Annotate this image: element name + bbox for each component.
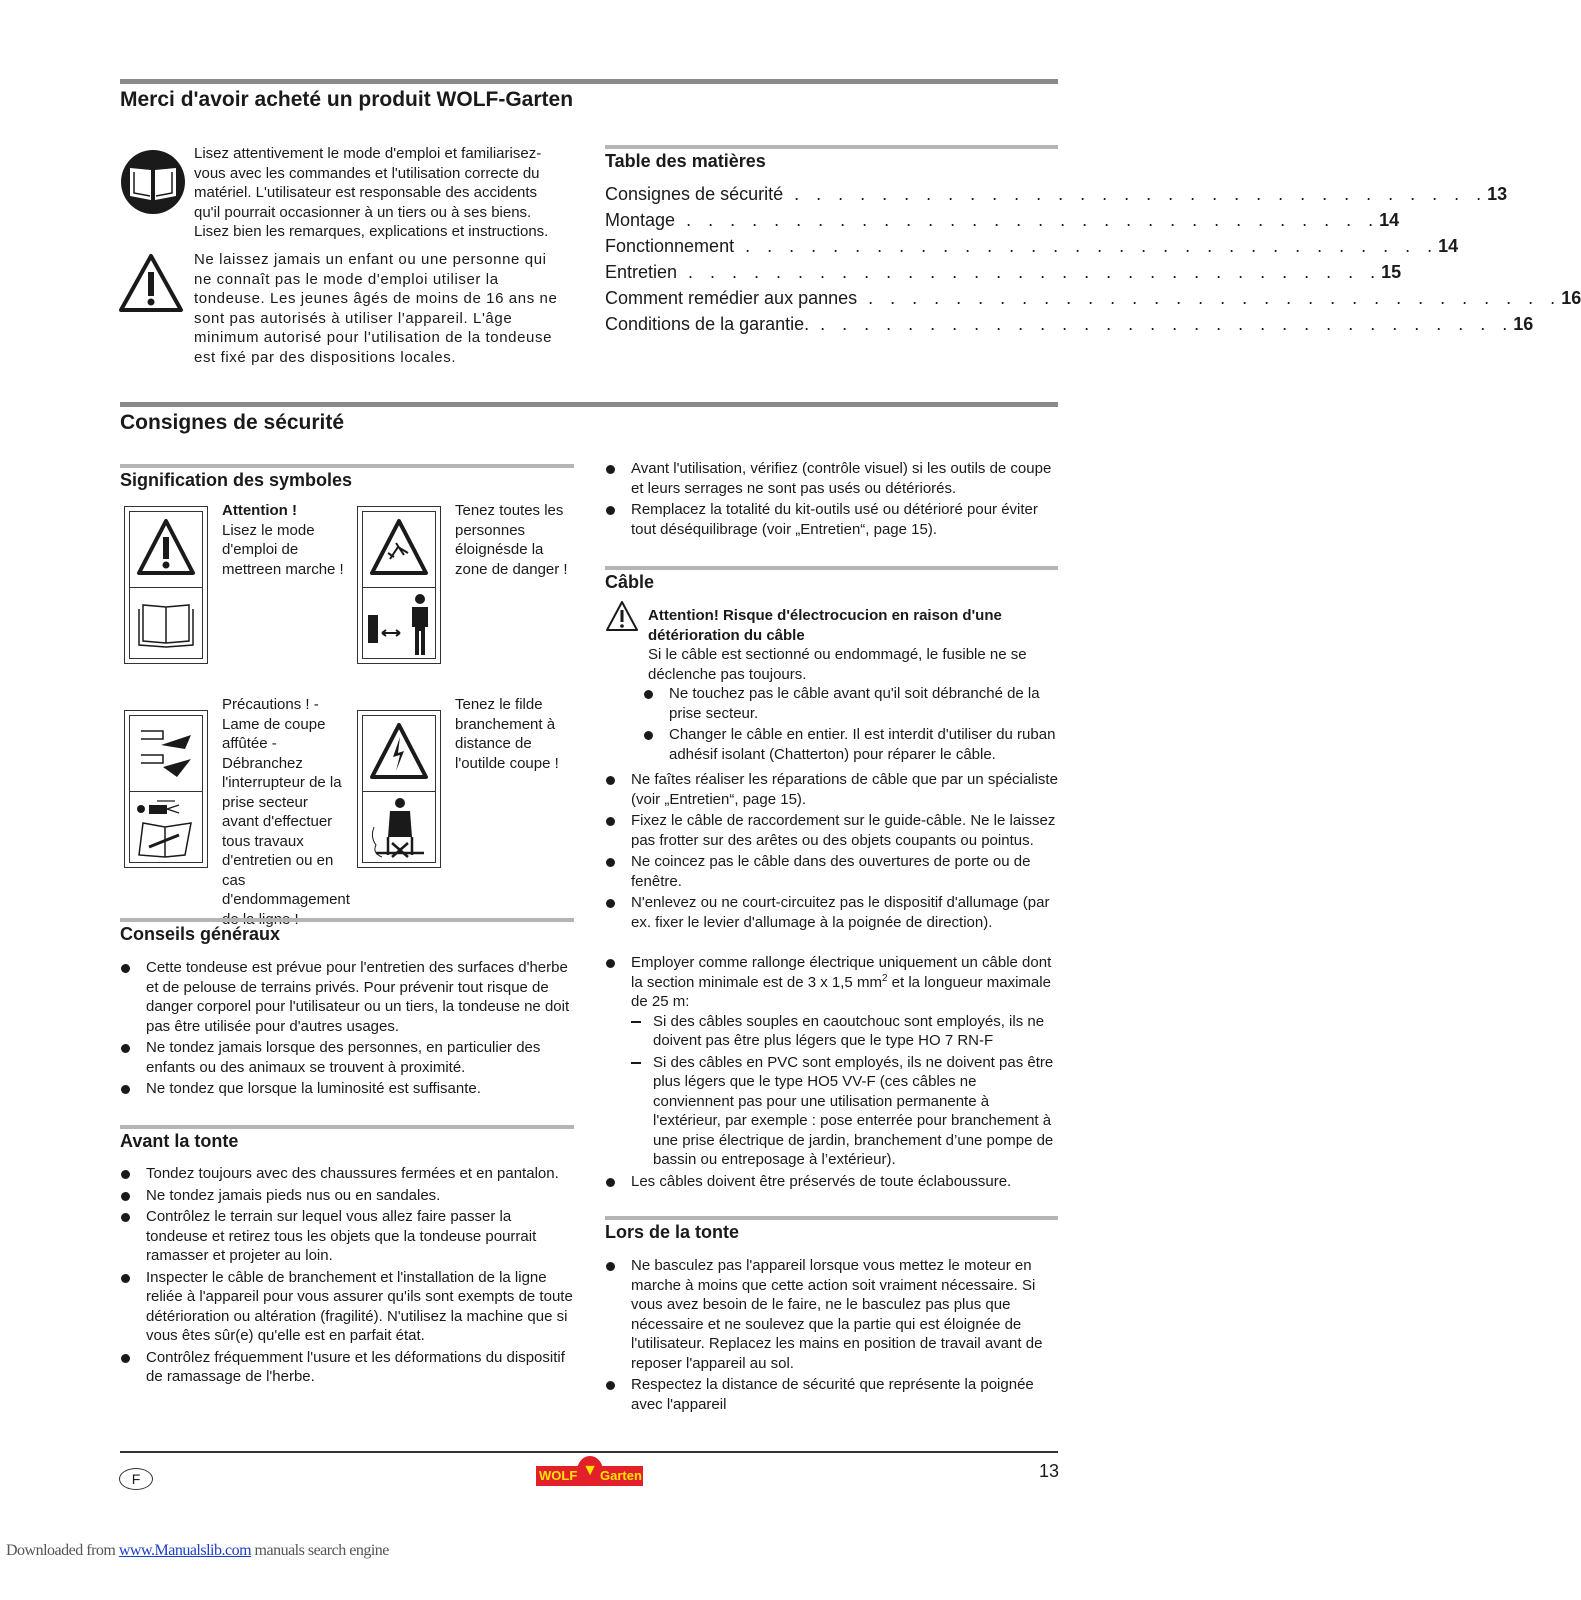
list-item: Tondez toujours avec des chaussures fermées et en pantalon.: [120, 1164, 575, 1184]
before-title: Avant la tonte: [120, 1131, 239, 1151]
cable-warning-list: [643, 684, 1060, 766]
toc-leader: . . . . . . . . . . . . . . . . . . . . . . . . . . . . . . . .: [675, 210, 1380, 230]
logo-text-left: WOLF: [539, 1468, 578, 1483]
list-item: Les câbles doivent être préservés de toute éclaboussure.: [605, 1172, 1060, 1192]
toc-leader: . . . . . . . . . . . . . . . . . . . . . . . . . . . . . . . .: [809, 314, 1514, 334]
cable-warning-text: Si le câble est sectionné ou endommagé, le fusible ne se déclenche pas toujours.: [648, 646, 1027, 683]
section-rule: [120, 402, 1058, 407]
extension-text: Employer comme rallonge électrique uniquement un câble dont la section minimale est de 3 x 1,5 mm: [631, 954, 1052, 991]
warning-icon: [135, 517, 197, 581]
list-item: Avant l'utilisation, vérifiez (contrôle visuel) si les outils de coupe et leurs serrages ne sont pas usés ou détériorés.: [605, 459, 1060, 498]
toc-entry[interactable]: [605, 259, 1402, 285]
general-list: [120, 958, 575, 1101]
list-item: Fixez le câble de raccordement sur le guide-câble. Ne le laissez pas frotter sur des arêtes ou des objets coupants ou pointus.: [605, 811, 1060, 850]
page-title: Merci d'avoir acheté un produit WOLF-Garten: [120, 88, 574, 111]
projectile-warning-icon: [368, 517, 430, 581]
list-item: Ne basculez pas l'appareil lorsque vous mettez le moteur en marche à moins que cette action soit vraiment nécessaire. Si vous avez besoin de le faire, ne le basculez pas plus que nécessaire et ne soulevez que la partie qui est éloignée de l'utilisateur. Replacez les mains en position de travail avant de reposer l'appareil au sol.: [605, 1256, 1060, 1373]
manualslib-link[interactable]: www.Manualslib.com: [118, 1542, 252, 1559]
blade-hand-icon: [135, 721, 197, 785]
warning-icon: [605, 600, 639, 632]
list-item: Contrôlez fréquemment l'usure et les déformations du dispositif de ramassage de l'herbe.: [120, 1348, 575, 1387]
symbol-text-1: [222, 501, 347, 579]
list-item: Si des câbles en PVC sont employés, ils ne doivent pas être plus légers que le type HO5 VV-F (ces câbles ne conviennent pas pour une utilisation permanente à l'extérieur, par exemple : pose enterrée pour branchement à une prise électrique de jardin, branchement d’une pompe de bassin ou entreposage à l’extérieur).: [631, 1053, 1060, 1170]
list-item: Remplacez la totalité du kit-outils usé ou détérioré pour éviter tout déséquilibrage (voir „Entretien“, page 15).: [605, 500, 1060, 539]
book-icon: [120, 148, 186, 216]
toc-entry[interactable]: [605, 181, 1508, 207]
before-rule: [120, 1125, 574, 1129]
cable-title: Câble: [605, 572, 655, 592]
toc-entry[interactable]: [605, 207, 1400, 233]
download-notice: [6, 1542, 389, 1560]
cable-rule: [605, 566, 1058, 570]
list-item: Ne tondez jamais pieds nus ou en sandales.: [120, 1186, 575, 1206]
toc-entry[interactable]: [605, 311, 1534, 337]
warning-icon: [118, 252, 184, 314]
toc-label: Fonctionnement: [605, 236, 735, 256]
list-item: Cette tondeuse est prévue pour l'entretien des surfaces d'herbe et de pelouse de terrains privés. Pour prévenir tout risque de danger corporel pour l'utilisateur ou un tiers, la tondeuse ne doit pas être utilisée pour d'autres usages.: [120, 958, 575, 1036]
unplug-manual-icon: [135, 799, 197, 859]
toc-label: Conditions de la garantie.: [605, 314, 810, 334]
cable-warning-title: Attention! Risque d'électrocucion en raison d'une détérioration du câble: [648, 607, 1002, 644]
superscript: 2: [881, 972, 888, 984]
toc-rule: [605, 145, 1058, 149]
symbols-title: Signification des symboles: [120, 470, 353, 490]
toc-leader: . . . . . . . . . . . . . . . . . . . . . . . . . . . . . . . .: [783, 184, 1488, 204]
extension-list: [605, 953, 1060, 1193]
toc-leader: . . . . . . . . . . . . . . . . . . . . . . . . . . . . . . . .: [677, 262, 1382, 282]
download-suffix: manuals search engine: [251, 1542, 389, 1559]
toc-page: 14: [1379, 210, 1400, 230]
symbol-attention-label: Attention !: [222, 502, 297, 519]
mowing-rule: [605, 1216, 1058, 1220]
symbol-text: Lisez le mode d'emploi de mettreen marche !: [222, 521, 344, 578]
general-title: Conseils généraux: [120, 924, 281, 944]
symbol-read-manual: [124, 506, 208, 664]
toc-page: 15: [1381, 262, 1402, 282]
download-prefix: Downloaded from: [6, 1542, 119, 1559]
list-item: Inspecter le câble de branchement et l'installation de la ligne reliée à l'appareil pour vous assurer qu'ils sont exempts de toute détérioration ou altération (fragilité). N'utilisez la machine que si vous êtes sûr(e) qu'elle est en parfait état.: [120, 1268, 575, 1346]
symbol-sharp-blade: [124, 710, 208, 868]
cable-list: [605, 770, 1060, 934]
symbol-cable-distance: [357, 710, 441, 868]
operator-cable-icon: [368, 797, 430, 861]
fox-icon: ▼: [577, 1456, 603, 1486]
mowing-list: [605, 1256, 1060, 1416]
toc-leader: . . . . . . . . . . . . . . . . . . . . . . . . . . . . . . . .: [857, 288, 1562, 308]
toc-page: 16: [1513, 314, 1534, 334]
logo-text-right: Garten: [600, 1468, 642, 1483]
list-item: Ne tondez jamais lorsque des personnes, en particulier des enfants ou des animaux se trouvent à proximité.: [120, 1038, 575, 1077]
symbols-rule: [120, 464, 574, 468]
wolf-garten-logo: [536, 1462, 643, 1486]
inspection-list: [605, 459, 1060, 541]
list-item: Si des câbles souples en caoutchouc sont employés, ils ne doivent pas être plus légers que le type HO 7 RN-F: [631, 1012, 1060, 1051]
section-title: Consignes de sécurité: [120, 411, 345, 434]
symbol-text-4: Tenez le filde branchement à distance de l'outilde coupe !: [455, 696, 559, 772]
intro-paragraph-1: Lisez attentivement le mode d'emploi et familiarisez-vous avec les commandes et l'utilisation correcte du matériel. L'utilisateur est responsable des accidents qu'il pourrait occasionner à un tiers ou à ses biens. Lisez bien les remarques, explications et instructions.: [194, 145, 549, 240]
mowing-title: Lors de la tonte: [605, 1222, 740, 1242]
toc-title: Table des matières: [605, 151, 766, 171]
page-number: 13: [1038, 1461, 1059, 1481]
toc-page: 13: [1487, 184, 1508, 204]
electric-warning-icon: [368, 721, 430, 785]
general-rule: [120, 918, 574, 922]
toc-entry[interactable]: [605, 285, 1581, 311]
toc-label: Entretien: [605, 262, 678, 282]
book-icon: [135, 599, 197, 651]
toc-leader: . . . . . . . . . . . . . . . . . . . . . . . . . . . . . . . .: [734, 236, 1439, 256]
extension-text: et la longueur maximale de 25 m:: [631, 973, 1051, 1010]
language-badge: F: [119, 1468, 153, 1490]
extension-sublist: [631, 1012, 1060, 1170]
toc-entry[interactable]: [605, 233, 1459, 259]
toc-label: Consignes de sécurité: [605, 184, 784, 204]
symbol-text-2: Tenez toutes les personnes éloignésde la zone de danger !: [455, 502, 568, 578]
list-item: [605, 953, 1060, 1170]
toc-label: Comment remédier aux pannes: [605, 288, 858, 308]
list-item: Changer le câble en entier. Il est interdit d'utiliser du ruban adhésif isolant (Chatterton) pour réparer le câble.: [643, 725, 1060, 764]
table-of-contents: [605, 181, 1581, 337]
toc-page: 14: [1438, 236, 1459, 256]
footer-rule: [120, 1451, 1058, 1453]
toc-page: 16: [1561, 288, 1581, 308]
list-item: Ne tondez que lorsque la luminosité est suffisante.: [120, 1079, 575, 1099]
list-item: Respectez la distance de sécurité que représente la poignée avec l'appareil: [605, 1375, 1060, 1414]
list-item: Contrôlez le terrain sur lequel vous allez faire passer la tondeuse et retirez tous les objets que la tondeuse pourrait ramasser et projeter au loin.: [120, 1207, 575, 1266]
before-list: [120, 1164, 575, 1389]
header-rule: [120, 79, 1058, 84]
list-item: Ne faîtes réaliser les réparations de câble que par un spécialiste (voir „Entretien“, page 15).: [605, 770, 1060, 809]
symbol-danger-zone: [357, 506, 441, 664]
keep-distance-icon: [366, 591, 432, 657]
list-item: Ne coincez pas le câble dans des ouvertures de porte ou de fenêtre.: [605, 852, 1060, 891]
symbol-text-3: Précautions ! - Lame de coupe affûtée - Débranchez l'interrupteur de la prise secteur avant d'effectuer tous travaux d'entretien ou en cas d'endommagement: [222, 696, 350, 908]
list-item: Ne touchez pas le câble avant qu'il soit débranché de la prise secteur.: [643, 684, 1060, 723]
list-item: N'enlevez ou ne court-circuitez pas le dispositif d'allumage (par ex. fixer le levier d'allumage à la poignée de direction).: [605, 893, 1060, 932]
intro-paragraph-2: Ne laissez jamais un enfant ou une personne qui ne connaît pas le mode d'emploi utiliser la tondeuse. Les jeunes âgés de moins de 16 ans ne sont pas autorisés à utiliser l'appareil. L'âge minimum autorisé pour l'utilisation de la tondeuse est fixé par des dispositions locales.: [194, 251, 558, 366]
toc-label: Montage: [605, 210, 676, 230]
